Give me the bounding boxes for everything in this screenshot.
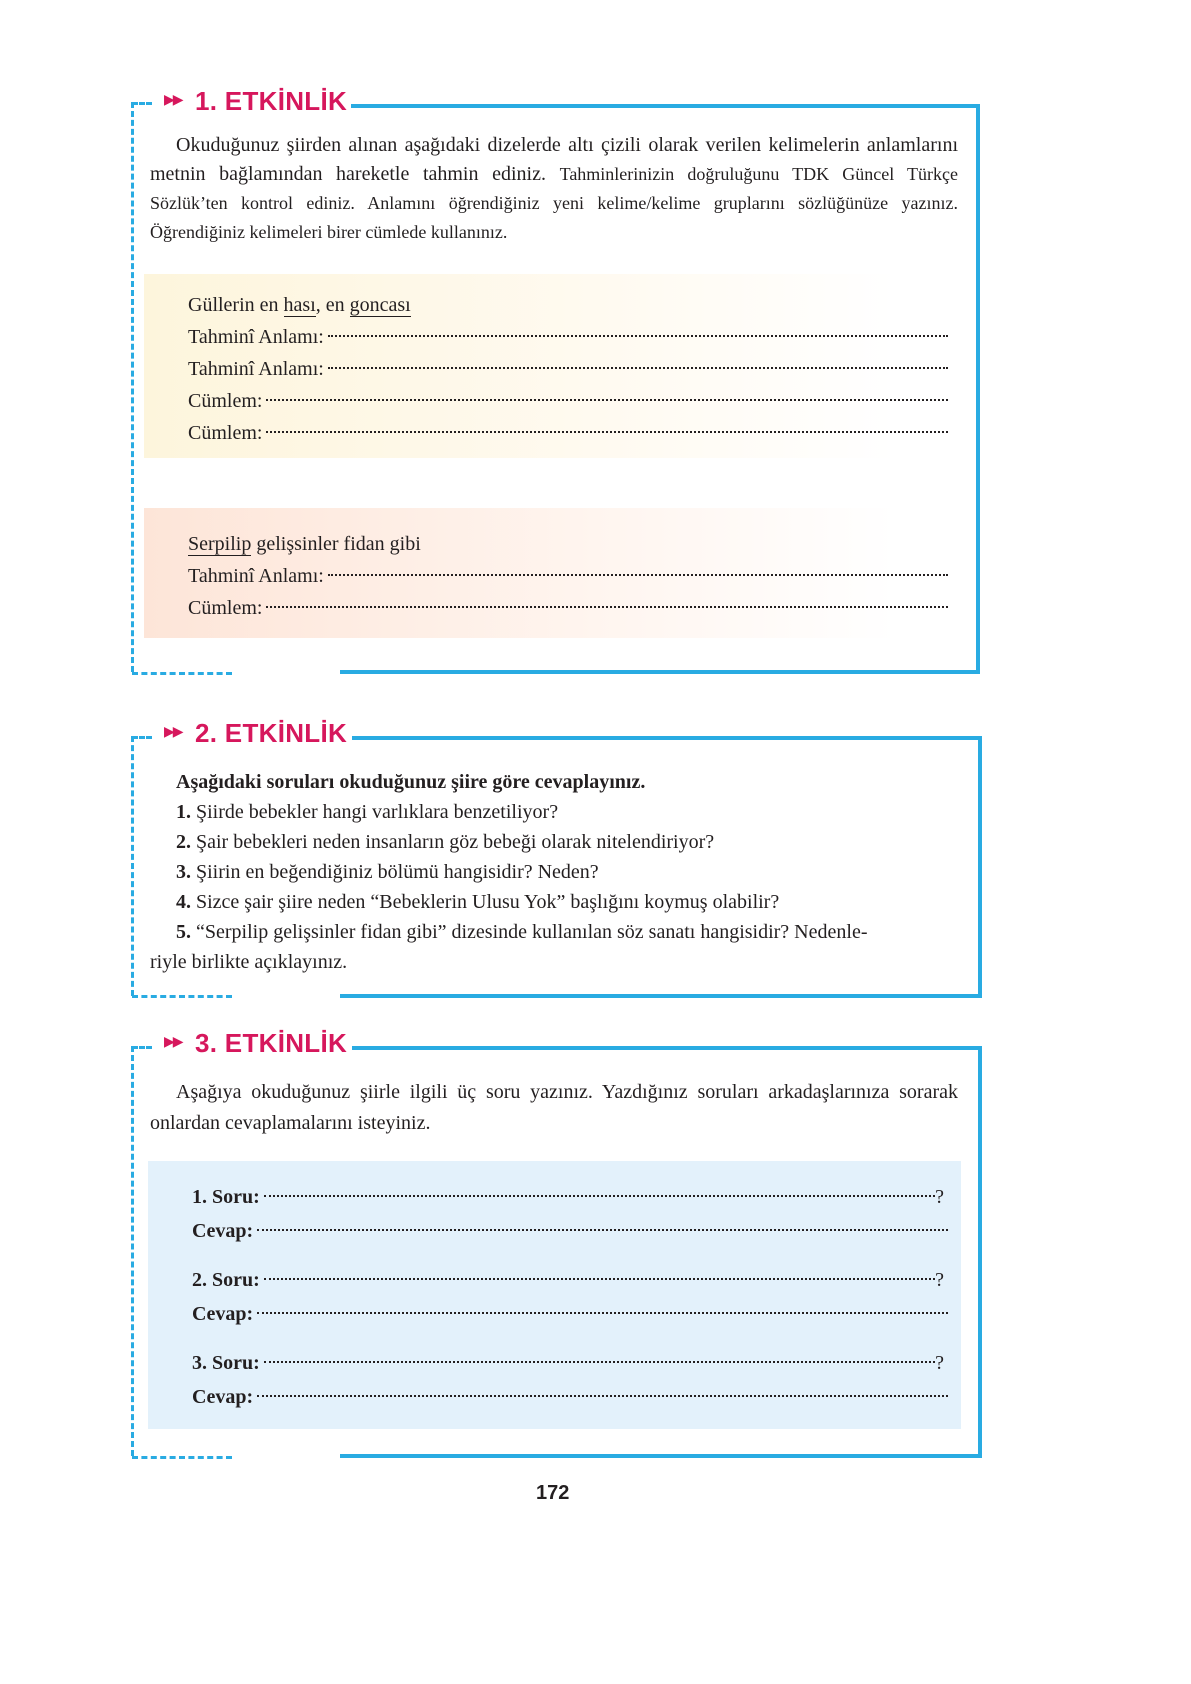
underlined-word-hasi: hası (283, 294, 316, 316)
page-number: 172 (536, 1482, 570, 1504)
activity-3-left-border (131, 1046, 134, 1456)
verse-1-text: Güllerin en hası, en goncası (188, 294, 411, 316)
activity-1-left-border (131, 102, 134, 672)
activity-3-top-dash (132, 1046, 152, 1049)
activity-1-intro-a: Okuduğunuz şiirden alınan aşağıdaki dizelerde altı çizili olarak verilen kelimelerin anlamlarını metnin bağlamından hareketle tahmin ediniz. (150, 134, 958, 185)
question-5: 5. “Serpilip gelişsinler fidan gibi” dizesinde kullanılan söz sanatı hangisidir? Nedenle- (176, 921, 868, 943)
verse-2 (188, 528, 948, 560)
activity-1-intro (150, 131, 958, 247)
answer-2-line[interactable]: Cevap: (192, 1298, 948, 1330)
double-arrow-icon: ▶▶ (164, 724, 182, 740)
answer-1-line[interactable]: Cevap: (192, 1215, 948, 1247)
activity-2-bottom-dash (132, 995, 232, 998)
question-5-continued: riyle birlikte açıklayınız. (150, 951, 348, 973)
activity-3-intro: Aşağıya okuduğunuz şiirle ilgili üç soru yazınız. Yazdığınız soruları arkadaşlarınıza sorarak onlardan cevaplamalarını isteyiniz. (150, 1081, 958, 1134)
answer-line[interactable]: Tahminî Anlamı: (188, 560, 948, 592)
underlined-word-serpilip: Serpilip (188, 533, 252, 555)
question-3: 3. Şiirin en beğendiğiniz bölümü hangisidir? Neden? (176, 861, 599, 883)
activity-2-top-line (352, 736, 982, 740)
double-arrow-icon: ▶▶ (164, 92, 182, 108)
answer-line[interactable]: Tahminî Anlamı: (188, 353, 948, 385)
activity-1-top-line (350, 104, 980, 108)
answer-3-line[interactable]: Cevap: (192, 1381, 948, 1413)
activity-2-top-dash (132, 736, 152, 739)
answer-line[interactable]: Cümlem: (188, 385, 948, 417)
activity-3-bottom-dash (132, 1456, 232, 1459)
question-2: 2. Şair bebekleri neden insanların göz bebeği olarak nitelendiriyor? (176, 831, 715, 853)
verse-1 (188, 289, 948, 321)
underlined-word-goncasi: goncası (349, 294, 411, 316)
verse-2-text: Serpilip gelişsinler fidan gibi (188, 533, 421, 555)
activity-1-bottom-dash (132, 672, 232, 675)
question-3-line[interactable]: 3. Soru: ? (192, 1352, 944, 1374)
activity-3-title: 3. ETKİNLİK (195, 1028, 351, 1059)
activity-2-instruction: Aşağıdaki soruları okuduğunuz şiire göre cevaplayınız. (176, 771, 646, 793)
activity-2-title: 2. ETKİNLİK (195, 718, 351, 749)
question-1-line[interactable]: 1. Soru: ? (192, 1186, 944, 1208)
question-2-line[interactable]: 2. Soru: ? (192, 1269, 944, 1291)
activity-1-top-dash (132, 102, 152, 105)
answer-line[interactable]: Tahminî Anlamı: (188, 321, 948, 353)
answer-line[interactable]: Cümlem: (188, 417, 948, 449)
double-arrow-icon: ▶▶ (164, 1034, 182, 1050)
activity-1-intro-b: Tahminlerinizin doğruluğunu TDK Güncel Türkçe Sözlük’ten kontrol ediniz. Anlamını öğrendiğiniz yeni kelime/kelime gruplarını sözlüğünüze yazınız. Öğrendiğiniz kelimeleri birer cümlede kullanınız. (150, 164, 958, 242)
activity-2-left-border (131, 736, 134, 996)
activity-3-top-line (352, 1046, 982, 1050)
question-4: 4. Sizce şair şiire neden “Bebeklerin Ulusu Yok” başlığını koymuş olabilir? (176, 891, 780, 913)
answer-line[interactable]: Cümlem: (188, 592, 948, 624)
activity-1-title: 1. ETKİNLİK (195, 86, 351, 117)
question-1: 1. Şiirde bebekler hangi varlıklara benzetiliyor? (176, 801, 559, 823)
